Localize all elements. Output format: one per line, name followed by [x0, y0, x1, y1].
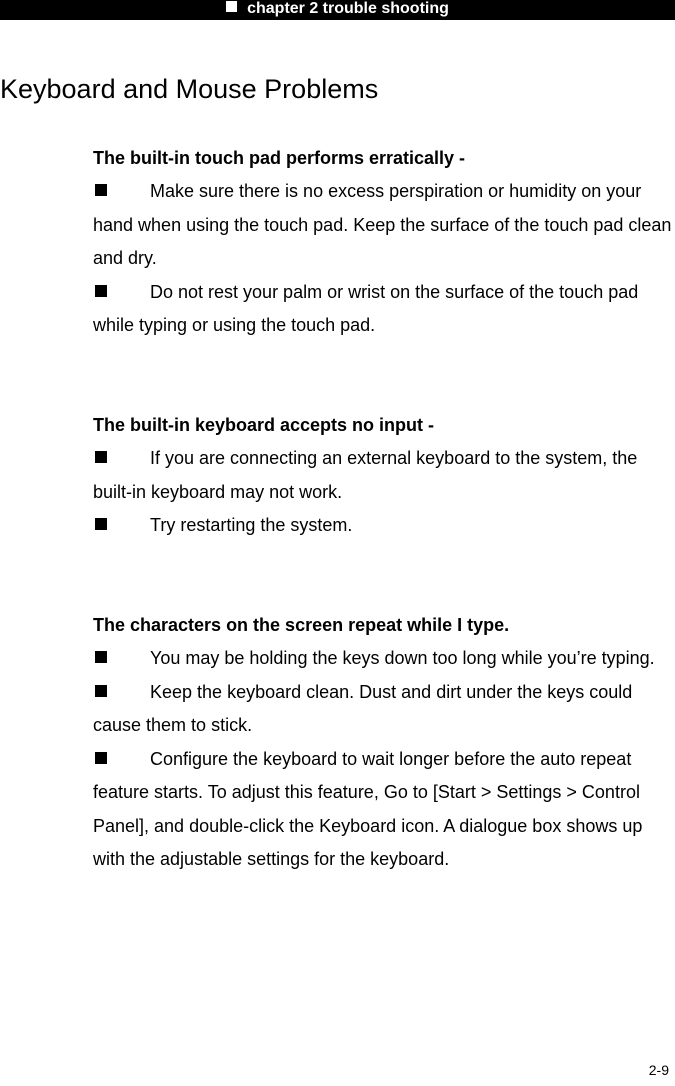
square-bullet-icon: [95, 651, 107, 663]
list-item: You may be holding the keys down too long while you’re typing.: [93, 642, 673, 676]
section-characters-repeat: [93, 609, 673, 877]
chapter-title: chapter 2 trouble shooting: [247, 0, 449, 17]
section-heading: The built-in keyboard accepts no input -: [93, 415, 435, 435]
list-item: Make sure there is no excess perspiration or humidity on your hand when using the touch pad. Keep the surface of the touch pad clean and dry.: [93, 181, 672, 268]
list-item: Do not rest your palm or wrist on the surface of the touch pad while typing or using the touch pad.: [93, 281, 639, 335]
chapter-header-bar: [0, 0, 675, 20]
section-keyboard-no-input: [93, 409, 673, 543]
section-touchpad: [93, 142, 673, 343]
list-item: Configure the keyboard to wait longer before the auto repeat feature starts. To adjust this feature, Go to [Start > Settings > Control Panel], and double-click the Keyboard icon. A dialogue box shows up with the adjustable settings for the keyboard.: [93, 748, 643, 869]
section-heading: The characters on the screen repeat while I type.: [93, 615, 510, 635]
page-number: 2-9: [648, 1062, 669, 1078]
list-item: Keep the keyboard clean. Dust and dirt under the keys could cause them to stick.: [93, 681, 633, 735]
page-title: Keyboard and Mouse Problems: [0, 74, 379, 104]
square-bullet-icon: [95, 752, 107, 764]
square-bullet-icon: [95, 518, 107, 530]
section-heading: The built-in touch pad performs erratically -: [93, 148, 466, 168]
square-bullet-icon: [95, 184, 107, 196]
square-bullet-icon: [95, 685, 107, 697]
square-bullet-icon: [95, 285, 107, 297]
square-bullet-icon: [95, 451, 107, 463]
list-item: If you are connecting an external keyboard to the system, the built-in keyboard may not work.: [93, 448, 638, 502]
square-bullet-icon: [226, 1, 237, 12]
list-item: Try restarting the system.: [93, 509, 673, 543]
